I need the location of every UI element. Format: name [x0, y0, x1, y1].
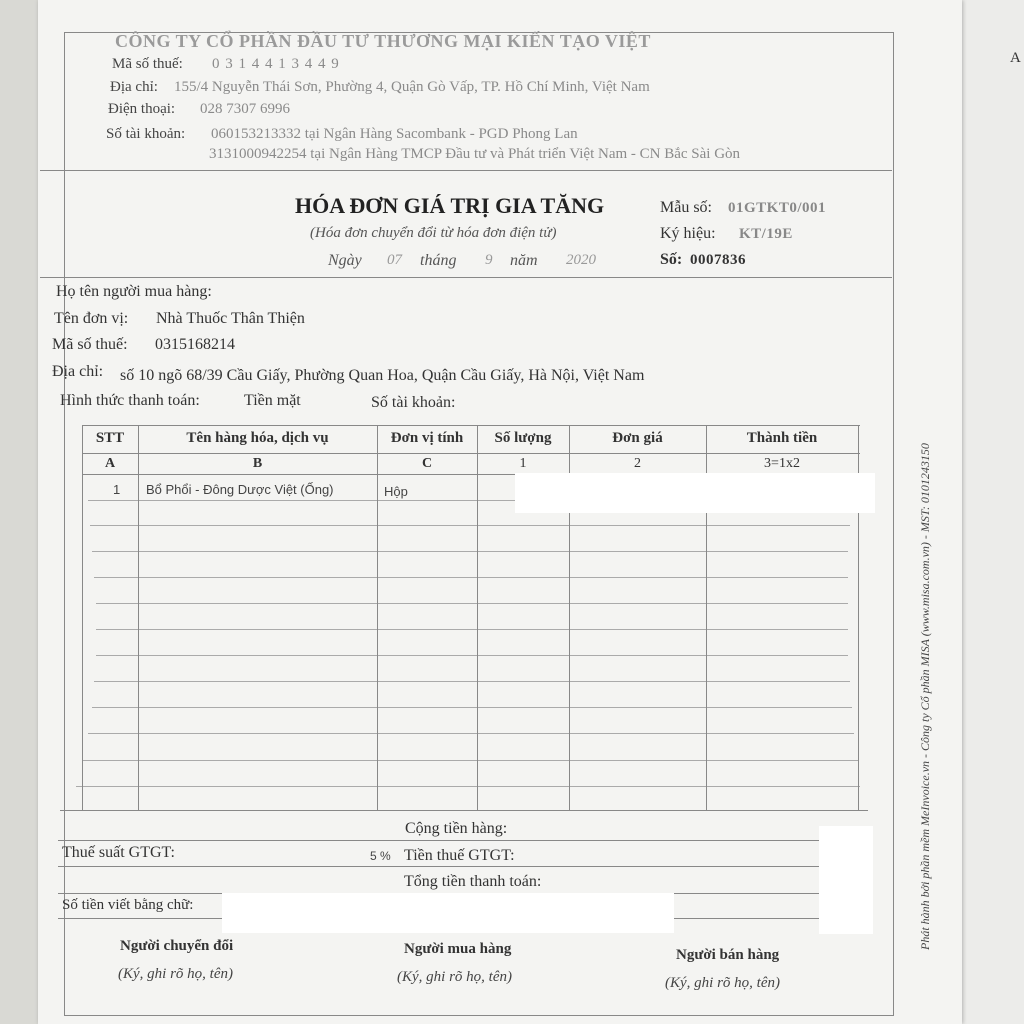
signature-seller: Người bán hàng	[676, 947, 780, 963]
row-stt: 1	[113, 482, 121, 497]
edge-fragment: A	[1010, 50, 1021, 66]
code-1: 1	[519, 456, 527, 471]
buyer-name-label: Họ tên người mua hàng:	[56, 283, 212, 300]
vat-rate-value: 5 %	[370, 849, 391, 863]
seller-tax-label: Mã số thuế:	[112, 56, 183, 72]
header-quantity: Số lượng	[494, 430, 552, 446]
header-unit-price: Đơn giá	[612, 430, 663, 446]
code-2: 2	[634, 456, 641, 471]
invoice-frame	[64, 32, 894, 1016]
signature-buyer-note: (Ký, ghi rõ họ, tên)	[397, 969, 512, 985]
seller-phone: 028 7307 6996	[200, 101, 290, 117]
subtotal-label: Cộng tiền hàng:	[405, 820, 508, 837]
seller-account-1: 060153213332 tại Ngân Hàng Sacombank - PGD Phong Lan	[211, 126, 578, 142]
redaction	[515, 473, 875, 513]
code-b: B	[252, 456, 263, 471]
header-name: Tên hàng hóa, dịch vụ	[186, 430, 329, 446]
seller-address: 155/4 Nguyễn Thái Sơn, Phường 4, Quận Gò Vấp, TP. Hồ Chí Minh, Việt Nam	[174, 79, 650, 95]
date-year: 2020	[566, 252, 596, 268]
header-amount: Thành tiền	[746, 430, 818, 446]
signature-seller-note: (Ký, ghi rõ họ, tên)	[665, 975, 780, 991]
seller-account-2: 3131000942254 tại Ngân Hàng TMCP Đầu tư và Phát triển Việt Nam - CN Bắc Sài Gòn	[209, 146, 741, 162]
row-unit: Hộp	[384, 484, 408, 499]
header-unit: Đơn vị tính	[390, 430, 464, 446]
vat-rate-label: Thuế suất GTGT:	[62, 844, 175, 861]
seller-address-label: Địa chỉ:	[110, 79, 158, 95]
divider	[40, 277, 892, 278]
divider	[40, 170, 892, 171]
seller-company-name: CÔNG TY CỔ PHẦN ĐẦU TƯ THƯƠNG MẠI KIẾN TẠO VIỆT	[115, 31, 651, 51]
buyer-unit-label: Tên đơn vị:	[54, 310, 129, 327]
date-day-label: Ngày	[328, 252, 362, 269]
row-item-name: Bổ Phổi - Đông Dược Việt (Ống)	[146, 482, 334, 497]
seller-account-label: Số tài khoản:	[106, 126, 186, 142]
seller-phone-label: Điện thoại:	[108, 101, 176, 117]
form-value: 01GTKT0/001	[728, 200, 827, 216]
payment-value: Tiền mặt	[244, 392, 301, 409]
signature-converter-note: (Ký, ghi rõ họ, tên)	[118, 966, 233, 982]
number-label: Số:	[660, 251, 683, 268]
code-a: A	[104, 456, 116, 471]
date-day: 07	[387, 252, 402, 268]
number-value: 0007836	[690, 252, 746, 268]
buyer-tax-label: Mã số thuế:	[52, 336, 128, 353]
date-month: 9	[485, 252, 493, 268]
seller-tax-code: 0 3 1 4 4 1 3 4 4 9	[212, 56, 340, 72]
signature-buyer: Người mua hàng	[404, 941, 512, 957]
code-3: 3=1x2	[764, 456, 800, 471]
in-words-label: Số tiền viết bằng chữ:	[62, 897, 194, 913]
payment-label: Hình thức thanh toán:	[60, 392, 200, 409]
code-c: C	[421, 456, 433, 471]
vat-amount-label: Tiền thuế GTGT:	[404, 847, 515, 864]
invoice-title: HÓA ĐƠN GIÁ TRỊ GIA TĂNG	[295, 193, 605, 218]
date-month-label: tháng	[420, 252, 457, 269]
background-right	[960, 0, 1024, 1024]
header-stt: STT	[95, 430, 125, 446]
buyer-unit-value: Nhà Thuốc Thân Thiện	[156, 310, 305, 327]
buyer-address-label: Địa chỉ:	[52, 363, 104, 380]
symbol-value: KT/19E	[739, 226, 793, 242]
buyer-tax-value: 0315168214	[155, 336, 235, 353]
signature-converter: Người chuyển đổi	[120, 938, 234, 954]
invoice-subtitle: (Hóa đơn chuyển đổi từ hóa đơn điện tử)	[310, 225, 557, 241]
symbol-label: Ký hiệu:	[660, 225, 716, 242]
redaction	[819, 826, 873, 934]
buyer-account-label: Số tài khoản:	[371, 394, 456, 411]
buyer-address-value: số 10 ngõ 68/39 Cầu Giấy, Phường Quan Hoa, Quận Cầu Giấy, Hà Nội, Việt Nam	[120, 367, 645, 384]
total-label: Tổng tiền thanh toán:	[404, 873, 542, 890]
issuer-vertical-note: Phát hành bởi phần mềm MeInvoice.vn - Công ty Cổ phần MISA (www.misa.com.vn) - MST: 0101243150	[918, 443, 932, 950]
date-year-label: năm	[510, 252, 538, 269]
form-label: Mẫu số:	[660, 199, 712, 216]
redaction	[222, 893, 674, 933]
